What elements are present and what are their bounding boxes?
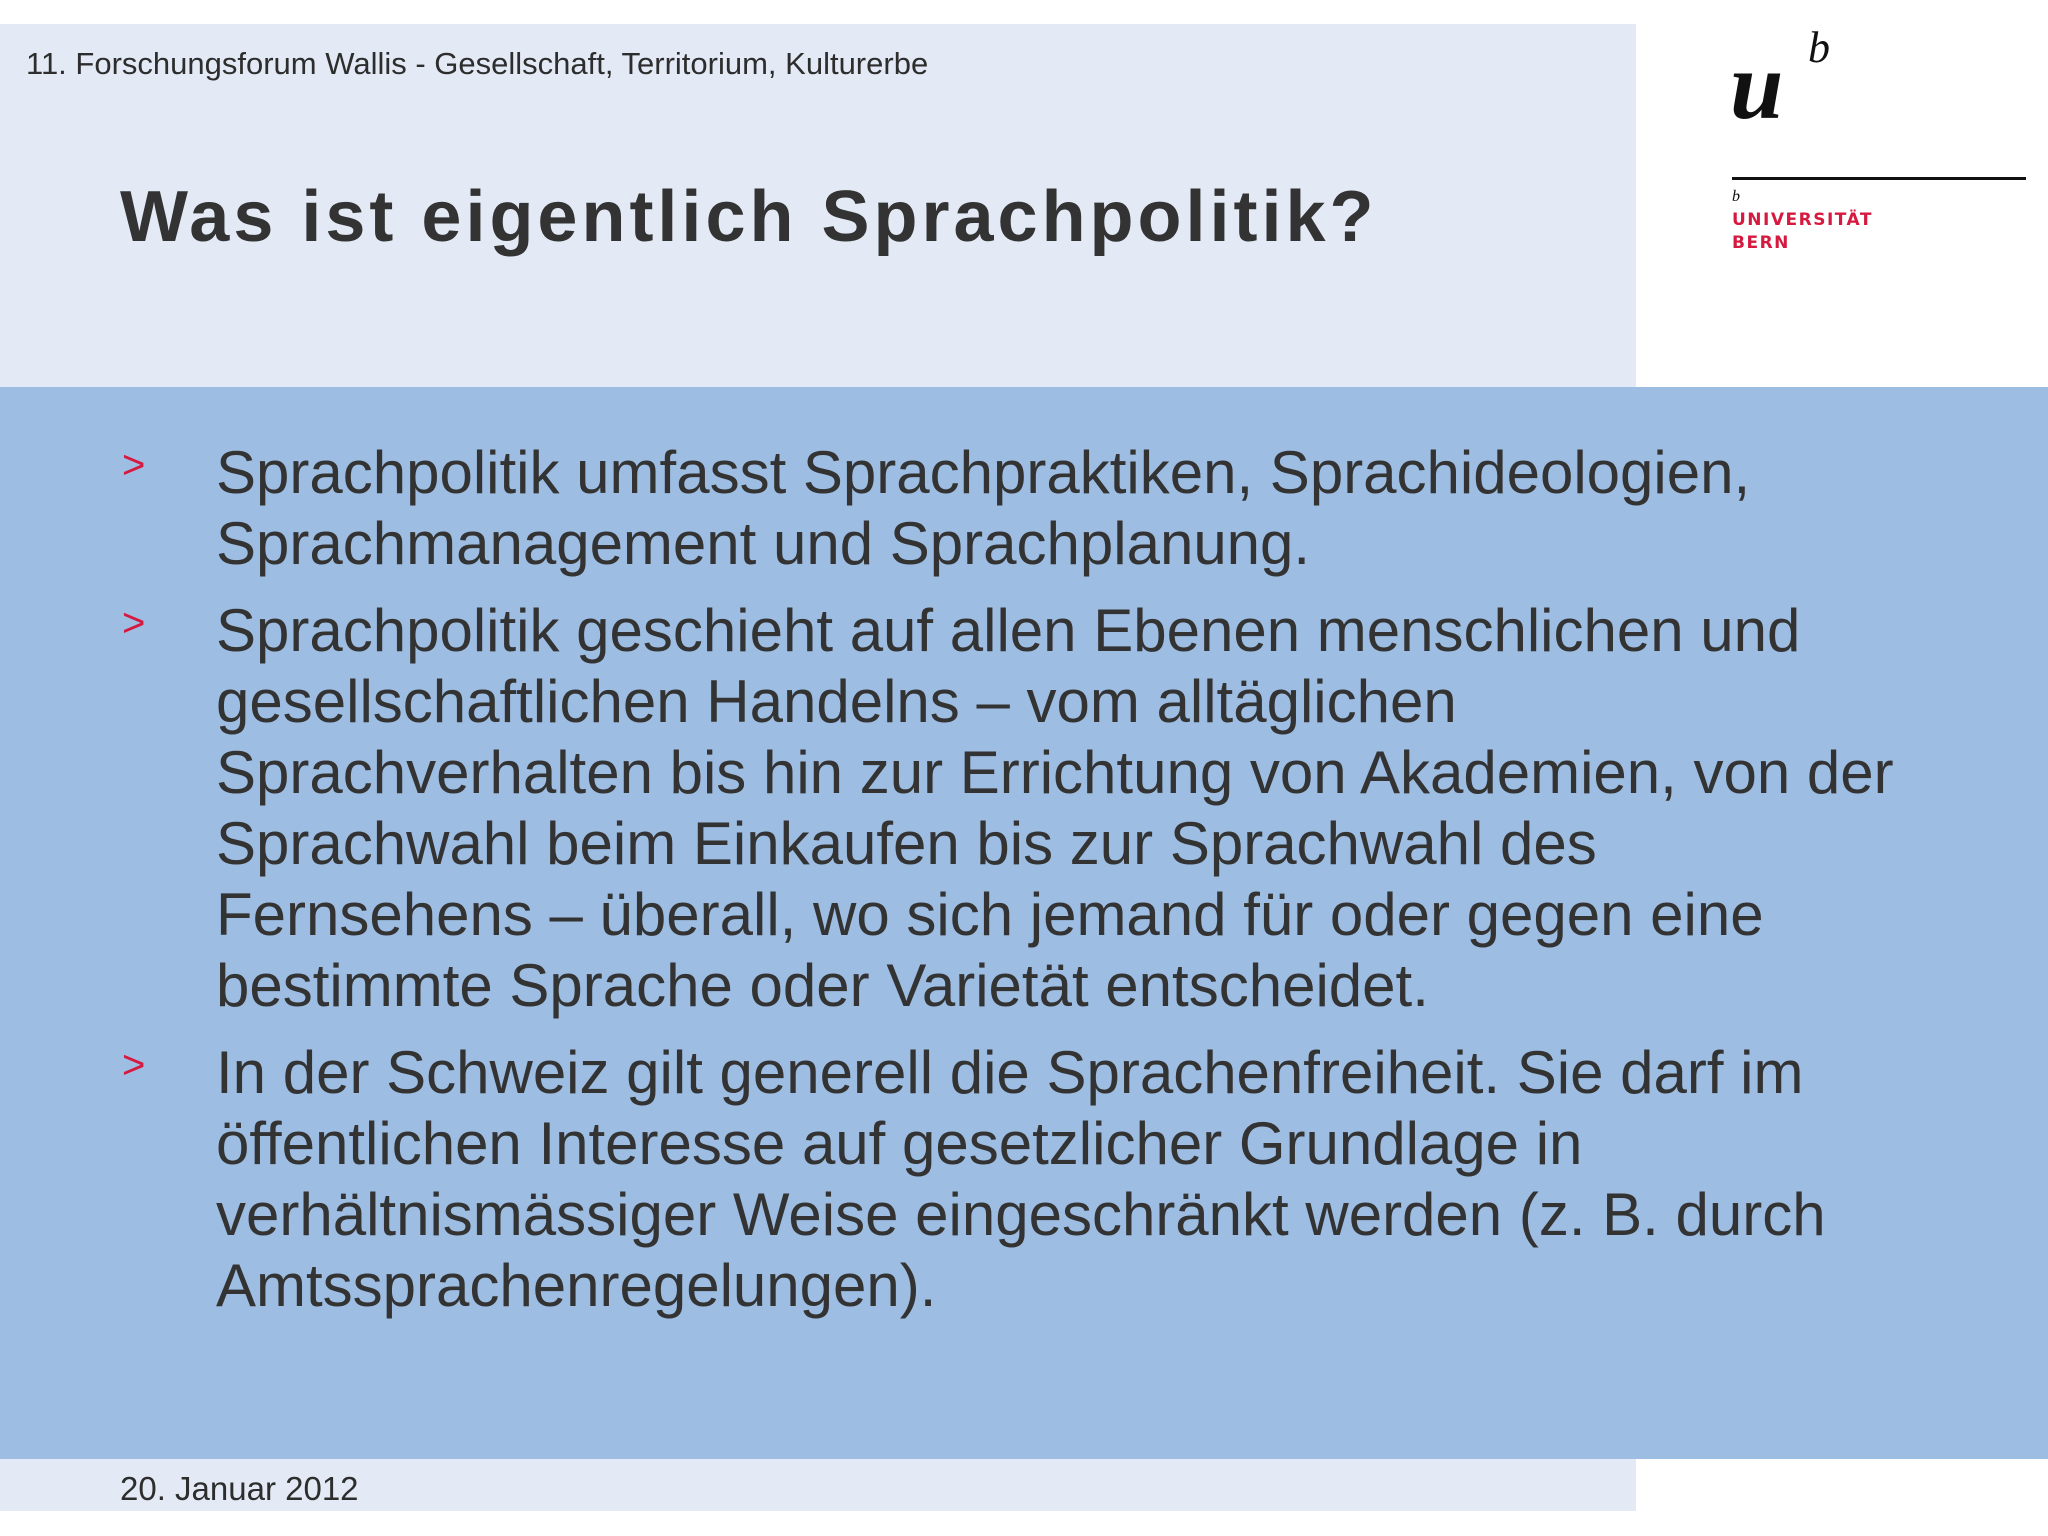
slide-title: Was ist eigentlich Sprachpolitik?: [120, 177, 1378, 257]
bullet-text: Sprachpolitik geschieht auf allen Ebenen menschlichen und gesellschaftlichen Handelns – vom alltäglichen Sprachverhalten bis hin zur Errichtung von Akademien, von der Sprachwahl beim Einkaufen bis zur Sprachwahl des Fernsehens – überall, wo sich jemand für oder gegen eine bestimmte Sprache oder Varietät entscheidet.: [216, 597, 1894, 1019]
bullet-text: Sprachpolitik umfasst Sprachpraktiken, Sprachideologien, Sprachmanagement und Sprachplanung.: [216, 439, 1751, 577]
ub-logo-mark: [1730, 20, 1850, 130]
university-logo: [1730, 20, 2030, 260]
bullet-list: [0, 437, 2048, 1337]
logo-wordmark: [1732, 209, 1873, 255]
footer-date: 20. Januar 2012: [120, 1470, 359, 1507]
logo-mark-superscript: b: [1808, 23, 1830, 72]
bullet-item: [0, 1037, 1896, 1321]
bullet-item: [0, 595, 1896, 1021]
bullet-text: In der Schweiz gilt generell die Sprachenfreiheit. Sie darf im öffentlichen Interesse auf gesetzlicher Grundlage in verhältnismässiger Weise eingeschränkt werden (z. B. durch Amtssprachenregelungen).: [216, 1039, 1826, 1319]
forum-subtitle: 11. Forschungsforum Wallis - Gesellschaft, Territorium, Kulturerbe: [26, 46, 929, 81]
logo-small-b: b: [1732, 188, 1740, 205]
bullet-marker-icon: >: [122, 443, 146, 487]
logo-wordmark-line2: BERN: [1732, 233, 1790, 253]
bullet-item: [0, 437, 1896, 579]
bullet-marker-icon: >: [122, 601, 146, 645]
logo-mark-letter: u: [1730, 32, 1784, 130]
bullet-marker-icon: >: [122, 1043, 146, 1087]
logo-wordmark-line1: UNIVERSITÄT: [1732, 210, 1873, 230]
logo-divider: [1732, 177, 2026, 180]
